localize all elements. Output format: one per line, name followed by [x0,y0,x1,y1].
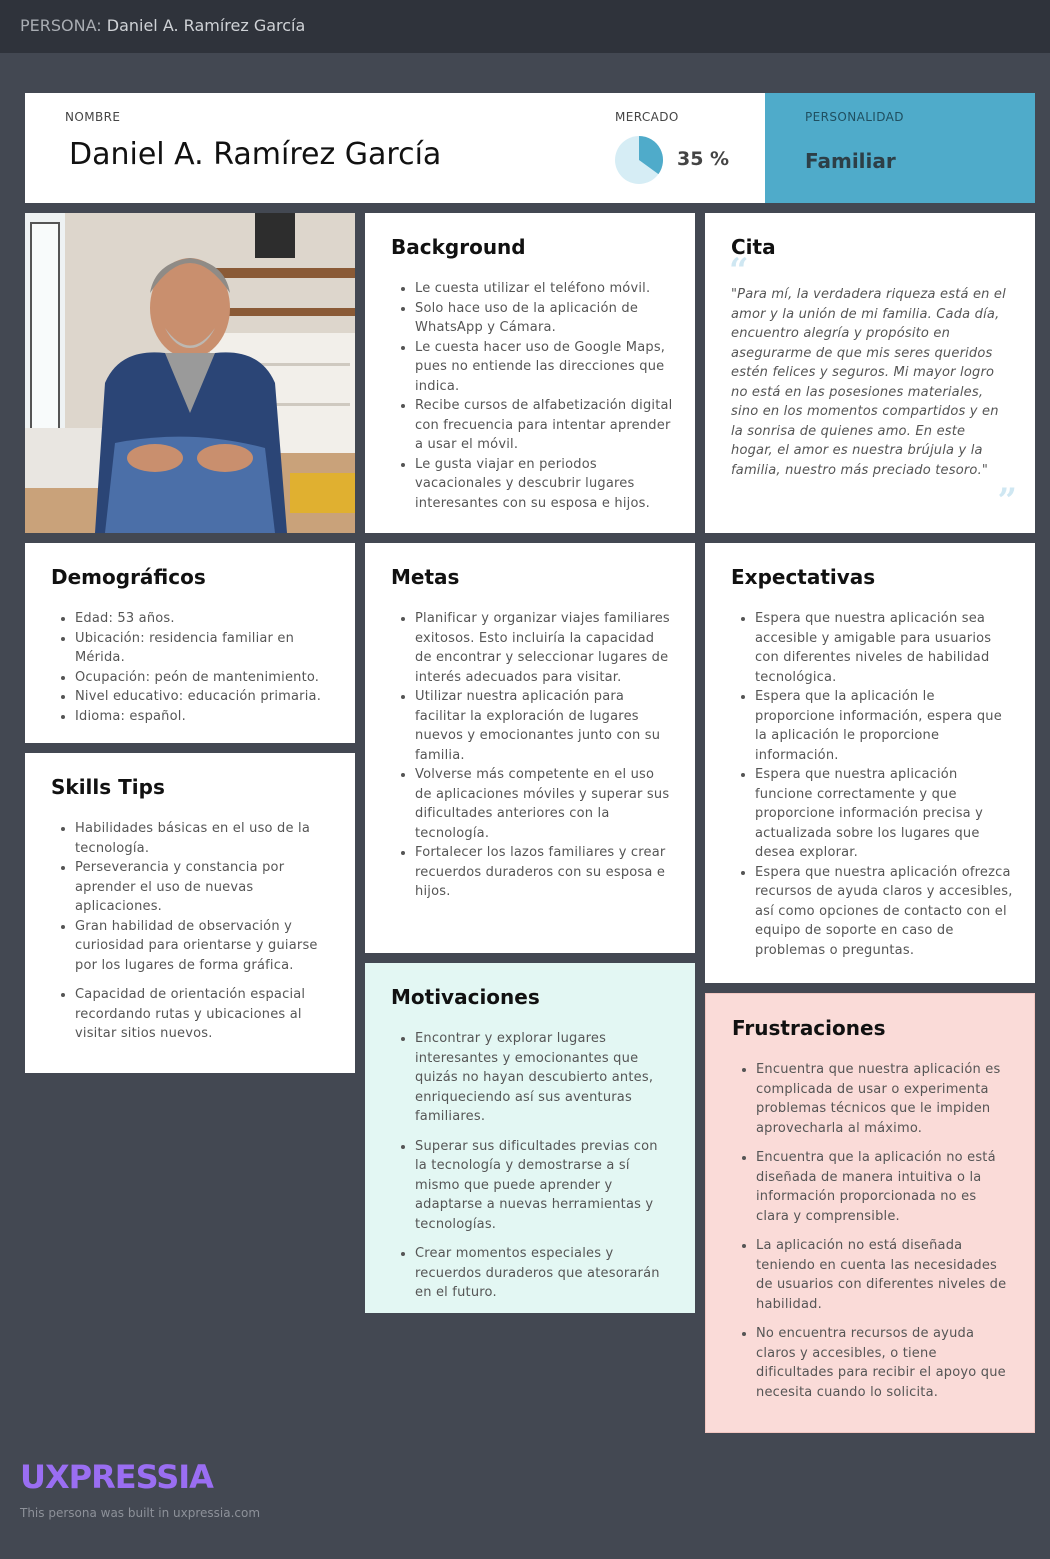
list-item: • Solo hace uso de la aplicación de WhatsApp y Cámara. [415,299,673,338]
goals-card [365,543,695,953]
list-item: • Le gusta viajar en periodos vacacionales y descubrir lugares interesantes con su esposa e hijos. [415,455,673,514]
open-quote-icon: “ [729,251,749,291]
list-item: • Habilidades básicas en el uso de la tecnología. [75,819,333,858]
persona-photo-illustration [25,213,355,533]
list-item: • Crear momentos especiales y recuerdos duraderos que atesorarán en el futuro. [415,1244,673,1303]
market-pie-chart [614,135,664,185]
motivations-title: Motivaciones [391,985,540,1009]
list-item: • Espera que nuestra aplicación sea accesible y amigable para usuarios con diferentes niveles de habilidad tecnológica. [755,609,1013,687]
quote-text: "Para mí, la verdadera riqueza está en el amor y la unión de mi familia. Cada día, encuentro alegría y propósito en asegurarme de que mis seres queridos estén felices y seguros. Mi mayor logro no está en las posesiones materiales, sino en los momentos compartidos y en la sonrisa de quienes amo. En este hogar, el amor es nuestra brújula y la familia, nuestro más preciado tesoro." [731,287,1006,478]
list-item: • Recibe cursos de alfabetización digital con frecuencia para intentar aprender a usar el móvil. [415,396,673,455]
list-item: • Encuentra que la aplicación no está diseñada de manera intuitiva o la información proporcionada no es clara y comprensible. [756,1148,1012,1226]
expectations-title: Expectativas [731,565,876,589]
list-item: • Espera que la aplicación le proporcione información, espera que la aplicación le proporcione información. [755,687,1013,765]
motivations-list [391,1029,673,1313]
list-item: • Ubicación: residencia familiar en Mérida. [75,629,333,668]
list-item: • Capacidad de orientación espacial recordando rutas y ubicaciones al visitar sitios nuevos. [75,985,333,1044]
personality-label: PERSONALIDAD [805,110,904,124]
motivations-card [365,963,695,1313]
list-item: • Gran habilidad de observación y curiosidad para orientarse y guiarse por los lugares de forma gráfica. [75,917,333,976]
persona-full-name: Daniel A. Ramírez García [69,137,442,172]
frustrations-title: Frustraciones [732,1016,886,1040]
list-item: • Ocupación: peón de mantenimiento. [75,668,333,688]
list-item: • Le cuesta utilizar el teléfono móvil. [415,279,673,299]
persona-name: Daniel A. Ramírez García [106,16,306,35]
top-bar [0,0,1050,53]
frustrations-card [705,993,1035,1433]
close-quote-icon: ” [997,481,1017,521]
list-item: • Volverse más competente en el uso de aplicaciones móviles y superar sus dificultades anteriores con la tecnología. [415,765,673,843]
list-item: • Superar sus dificultades previas con la tecnología y demostrarse a sí mismo que puede aprender y adaptarse a nuevas herramientas y tecnologías. [415,1137,673,1235]
expectations-list [731,609,1013,960]
profile-card [25,93,1035,203]
skills-card [25,753,355,1073]
demographics-list [51,609,333,726]
skills-list [51,819,333,1044]
list-item: • Fortalecer los lazos familiares y crear recuerdos duraderos con su esposa e hijos. [415,843,673,902]
list-item: • Edad: 53 años. [75,609,333,629]
footer-note: This persona was built in uxpressia.com [20,1506,261,1520]
name-label: NOMBRE [65,110,121,124]
uxpressia-logo[interactable]: UXPRESSIA [20,1458,213,1496]
background-list [391,279,673,513]
quote-card [705,213,1035,533]
market-value: 35 % [677,148,730,170]
list-item: • Espera que nuestra aplicación ofrezca recursos de ayuda claros y accesibles, así como opciones de contacto con el equipo de soporte en caso de problemas o preguntas. [755,863,1013,961]
list-item: • Planificar y organizar viajes familiares exitosos. Esto incluiría la capacidad de encontrar y seleccionar lugares de interés adecuados para visitar. [415,609,673,687]
list-item: • La aplicación no está diseñada teniendo en cuenta las necesidades de usuarios con diferentes niveles de habilidad. [756,1236,1012,1314]
background-title: Background [391,235,526,259]
quote-title: Cita [731,235,776,259]
goals-title: Metas [391,565,460,589]
personality-panel [765,93,1035,203]
demographics-card [25,543,355,743]
skills-title: Skills Tips [51,775,165,799]
list-item: • Encontrar y explorar lugares interesantes y emocionantes que quizás no hayan descubierto antes, enriqueciendo así sus aventuras familiares. [415,1029,673,1127]
goals-list [391,609,673,902]
background-card [365,213,695,533]
list-item: • Espera que nuestra aplicación funcione correctamente y que proporcione información precisa y actualizada sobre los lugares que desea explorar. [755,765,1013,863]
list-item: • Perseverancia y constancia por aprender el uso de nuevas aplicaciones. [75,858,333,917]
list-item: • Le cuesta hacer uso de Google Maps, pues no entiende las direcciones que indica. [415,338,673,397]
persona-label: PERSONA: [20,16,102,35]
demographics-title: Demográficos [51,565,206,589]
persona-title [20,16,305,35]
list-item: • Idioma: español. [75,707,333,727]
persona-photo [25,213,355,533]
list-item: • Encuentra que nuestra aplicación es complicada de usar o experimenta problemas técnicos que le impiden aprovecharla al máximo. [756,1060,1012,1138]
expectations-card [705,543,1035,983]
frustrations-list [732,1060,1012,1412]
list-item: • Nivel educativo: educación primaria. [75,687,333,707]
market-label: MERCADO [615,110,679,124]
personality-value: Familiar [805,149,896,173]
list-item: • Utilizar nuestra aplicación para facilitar la exploración de lugares nuevos y emocionantes junto con su familia. [415,687,673,765]
list-item: • No encuentra recursos de ayuda claros y accesibles, o tiene dificultades para recibir el apoyo que necesita cuando lo solicita. [756,1324,1012,1402]
